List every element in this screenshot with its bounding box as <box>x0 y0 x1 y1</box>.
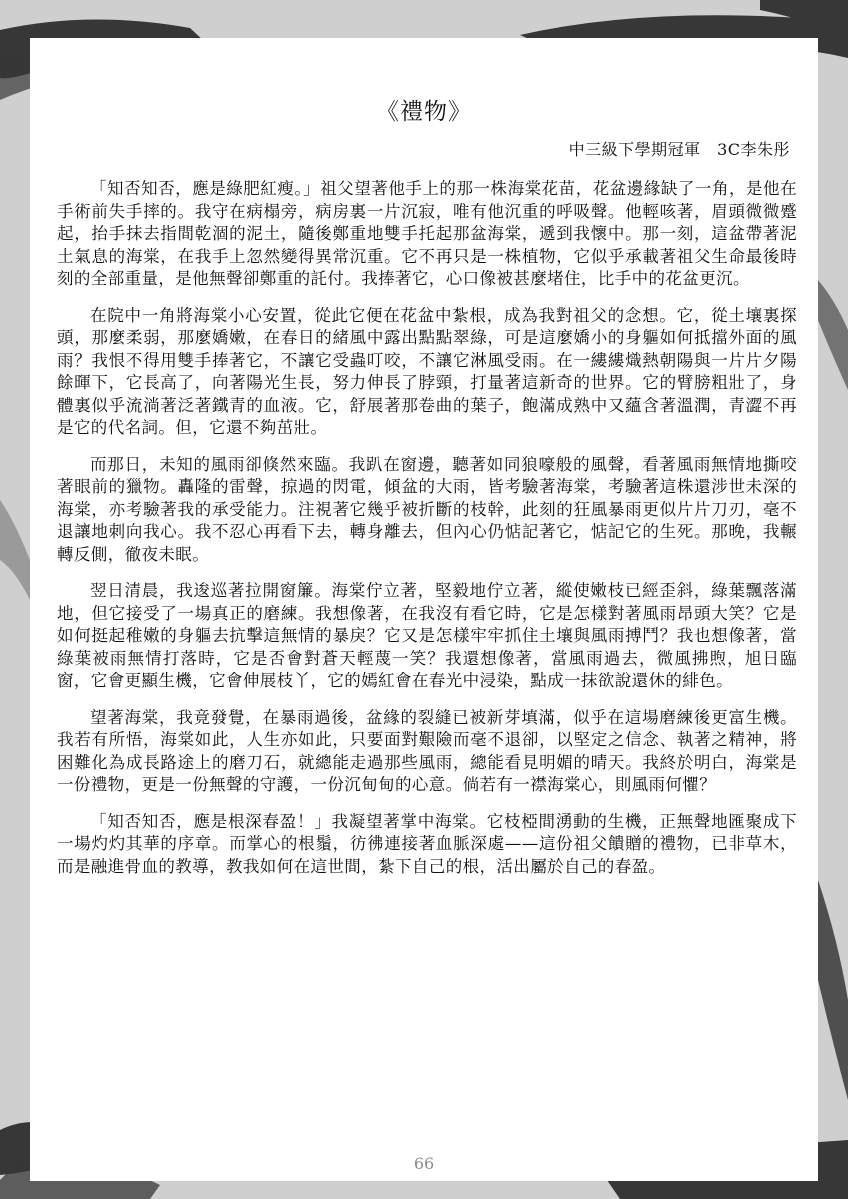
page-number: 66 <box>413 1154 435 1173</box>
article-title: 《禮物》 <box>376 99 472 125</box>
paragraph: 「知否知否，應是綠肥紅瘦。」祖父望著他手上的那一株海棠花苗，花盆邊緣缺了一角，是他在手術前失手摔的。我守在病榻旁，病房裏一片沉寂，唯有他沉重的呼吸聲。他輕咳著，眉頭微微蹙起，抬手抹去指間乾涸的泥土，隨後鄭重地雙手托起那盆海棠，遞到我懷中。那一刻，這盆帶著泥土氣息的海棠，在我手上忽然變得異常沉重。它不再只是一株植物，它似乎承載著祖父生命最後時刻的全部重量，是他無聲卻鄭重的託付。我捧著它，心口像被甚麼堵住，比手中的花盆更沉。 <box>57 179 797 288</box>
paragraph: 而那日，未知的風雨卻倏然來臨。我趴在窗邊，聽著如同狼嚎般的風聲，看著風雨無情地撕咬著眼前的獵物。轟隆的雷聲，掠過的閃電，傾盆的大雨，皆考驗著海棠，考驗著這株還涉世未深的海棠，亦考驗著我的承受能力。注視著它幾乎被折斷的枝幹，此刻的狂風暴雨更似片片刀刃，毫不退讓地刺向我心。我不忍心再看下去，轉身離去，但內心仍惦記著它，惦記它的生死。那晚，我輾轉反側，徹夜未眠。 <box>57 454 797 564</box>
paragraph: 翌日清晨，我逡巡著拉開窗簾。海棠佇立著，堅毅地佇立著，縱使嫩枝已經歪斜，綠葉飄落滿地，但它接受了一場真正的磨練。我想像著，在我沒有看它時，它是怎樣對著風雨昂頭大笑？它是如何挺起稚嫩的身軀去抗擊這無情的暴戾？它又是怎樣牢牢抓住土壤與風雨搏鬥？我也想像著，當綠葉被雨無情打落時，它是否會對蒼天輕蔑一笑？我還想像著，當風雨過去，微風拂煦，旭日臨窗，它會更顯生機，它會伸展枝丫，它的嫣紅會在春光中浸染，點成一抹欲說還休的緋色。 <box>57 581 797 690</box>
author-byline: 中三級下學期冠軍 3C李朱彤 <box>568 140 790 159</box>
document-page <box>30 38 818 1181</box>
paragraph: 望著海棠，我竟發覺，在暴雨過後，盆緣的裂縫已被新芽填滿，似乎在這場磨練後更富生機。我若有所悟，海棠如此，人生亦如此，只要面對艱險而毫不退卻，以堅定之信念、執著之精神，將困難化為成長路途上的磨刀石，就總能走過那些風雨，總能看見明媚的晴天。我終於明白，海棠是一份禮物，更是一份無聲的守護，一份沉甸甸的心意。倘若有一襟海棠心，則風雨何懼？ <box>57 707 797 794</box>
paragraph: 在院中一角將海棠小心安置，從此它便在花盆中紮根，成為我對祖父的念想。它，從土壤裏探頭，那麼柔弱，那麼嬌嫩，在春日的緒風中露出點點翠綠，可是這麼嬌小的身軀如何抵擋外面的風雨？我恨不得用雙手捧著它，不讓它受蟲叮咬，不讓它淋風受雨。在一縷縷熾熱朝陽與一片片夕陽餘暉下，它長高了，向著陽光生長，努力伸長了脖頸，打量著這新奇的世界。它的臂膀粗壯了，身體裏似乎流淌著泛著鐵青的血液。它，舒展著那卷曲的葉子，飽滿成熟中又蘊含著溫潤，青澀不再是它的代名詞。但，它還不夠茁壯。 <box>57 305 797 437</box>
article-body <box>57 178 797 892</box>
paragraph: 「知否知否，應是根深春盈！」我凝望著掌中海棠。它枝椏間湧動的生機，正無聲地匯聚成下一場灼灼其華的序章。而掌心的根鬚，彷彿連接著血脈深處——這份祖父饋贈的禮物，已非草木，而是融進骨血的教導，教我如何在這世間，紮下自己的根，活出屬於自己的春盈。 <box>57 811 797 876</box>
